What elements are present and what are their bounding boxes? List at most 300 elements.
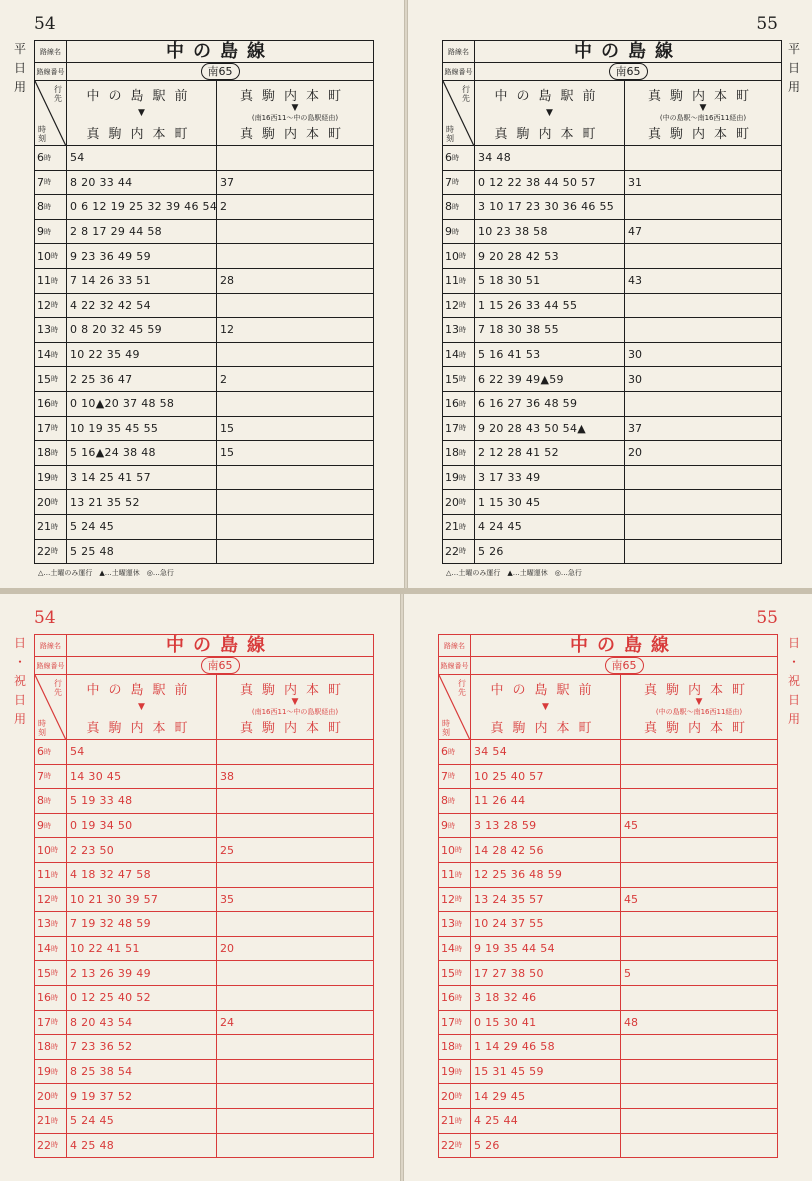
hour-cell bbox=[35, 367, 67, 391]
destination-a: 真駒内本町 bbox=[86, 127, 197, 142]
hour-suffix: 時 bbox=[44, 153, 51, 162]
hour-value: 20 bbox=[37, 1089, 51, 1103]
minutes-a: 5 16 41 53 bbox=[475, 343, 625, 367]
minutes-b: 5 bbox=[624, 966, 631, 980]
hour-suffix: 時 bbox=[51, 870, 58, 879]
hour-row bbox=[35, 146, 373, 171]
route-name: 中の島線 bbox=[166, 41, 274, 62]
hour-value: 22 bbox=[37, 544, 51, 558]
hour-value: 6 bbox=[441, 745, 448, 759]
minutes-a: 8 20 33 44 bbox=[67, 171, 217, 195]
route-number-cell bbox=[67, 63, 373, 80]
direction-row bbox=[35, 675, 373, 740]
minutes-b bbox=[621, 1109, 777, 1133]
minutes-b: 38 bbox=[220, 769, 234, 783]
route-number-row bbox=[35, 63, 373, 81]
timetable-header bbox=[443, 41, 781, 146]
direction-col-a bbox=[475, 81, 625, 146]
minutes-b bbox=[625, 294, 781, 318]
hour-row bbox=[439, 1060, 777, 1085]
timetable-header bbox=[35, 41, 373, 146]
hour-value: 13 bbox=[445, 323, 459, 337]
minutes-a: 34 54 bbox=[471, 740, 621, 764]
minutes-a: 2 23 50 bbox=[67, 838, 217, 862]
minutes-a: 3 17 33 49 bbox=[475, 466, 625, 490]
down-arrow-icon: ▼ bbox=[138, 108, 145, 118]
hour-row bbox=[439, 1134, 777, 1158]
minutes-a: 6 22 39 49▲59 bbox=[475, 367, 625, 391]
route-row bbox=[35, 41, 373, 63]
hour-cell bbox=[35, 490, 67, 514]
route-name-label: 路線名 bbox=[35, 635, 67, 656]
minutes-b bbox=[217, 986, 373, 1010]
hour-row bbox=[35, 912, 373, 937]
minutes-a: 5 26 bbox=[475, 540, 625, 564]
hour-suffix: 時 bbox=[452, 178, 459, 187]
hour-row bbox=[35, 888, 373, 913]
minutes-a: 9 20 28 42 53 bbox=[475, 244, 625, 268]
minutes-a: 8 25 38 54 bbox=[67, 1060, 217, 1084]
holiday-right-page bbox=[404, 594, 812, 1181]
minutes-b bbox=[621, 838, 777, 862]
direction-col-b bbox=[217, 675, 373, 740]
hour-cell bbox=[35, 195, 67, 219]
minutes-b bbox=[625, 466, 781, 490]
minutes-a: 6 16 27 36 48 59 bbox=[475, 392, 625, 416]
minutes-b: 45 bbox=[624, 819, 638, 833]
destination-label: 行先 bbox=[462, 85, 470, 103]
hour-suffix: 時 bbox=[44, 178, 51, 187]
holiday-left-page bbox=[0, 594, 400, 1181]
hour-suffix: 時 bbox=[51, 846, 58, 855]
hour-cell bbox=[35, 1011, 67, 1035]
time-label: 時刻 bbox=[38, 719, 46, 737]
hour-suffix: 時 bbox=[51, 944, 58, 953]
minutes-a: 4 22 32 42 54 bbox=[67, 294, 217, 318]
hour-row bbox=[35, 515, 373, 540]
hour-suffix: 時 bbox=[51, 1067, 58, 1076]
minutes-b: 2 bbox=[220, 200, 227, 214]
hour-value: 7 bbox=[441, 769, 448, 783]
minutes-a: 0 15 30 41 bbox=[471, 1011, 621, 1035]
origin-a: 中の島駅前 bbox=[490, 683, 601, 698]
minutes-b bbox=[625, 146, 781, 170]
minutes-b bbox=[625, 392, 781, 416]
minutes-b: 25 bbox=[220, 843, 234, 857]
hour-value: 13 bbox=[37, 917, 51, 931]
hour-cell bbox=[35, 1084, 67, 1108]
hour-value: 18 bbox=[37, 446, 51, 460]
hour-cell bbox=[35, 765, 67, 789]
minutes-b bbox=[621, 863, 777, 887]
hour-row bbox=[35, 838, 373, 863]
hour-row bbox=[439, 888, 777, 913]
minutes-b: 47 bbox=[628, 225, 642, 239]
hour-row bbox=[439, 740, 777, 765]
minutes-b bbox=[217, 220, 373, 244]
hour-row bbox=[443, 146, 781, 171]
hour-suffix: 時 bbox=[459, 424, 466, 433]
hour-cell bbox=[35, 392, 67, 416]
hour-cell bbox=[35, 912, 67, 936]
minutes-b bbox=[621, 740, 777, 764]
hour-value: 20 bbox=[37, 495, 51, 509]
minutes-b bbox=[621, 1035, 777, 1059]
hour-row bbox=[443, 540, 781, 564]
hour-row bbox=[35, 195, 373, 220]
day-type-char: 日 bbox=[13, 636, 26, 650]
hour-row bbox=[35, 814, 373, 839]
minutes-b bbox=[217, 1109, 373, 1133]
day-type-char: 日 bbox=[13, 61, 26, 75]
hour-value: 8 bbox=[37, 794, 44, 808]
minutes-b bbox=[217, 1035, 373, 1059]
page-number: 54 bbox=[34, 14, 56, 34]
minutes-a: 4 18 32 47 58 bbox=[67, 863, 217, 887]
hour-suffix: 時 bbox=[51, 276, 58, 285]
hour-row bbox=[443, 515, 781, 540]
hour-value: 14 bbox=[441, 942, 455, 956]
hour-suffix: 時 bbox=[459, 522, 466, 531]
minutes-b bbox=[217, 392, 373, 416]
hour-value: 6 bbox=[37, 151, 44, 165]
minutes-a: 4 25 48 bbox=[67, 1134, 217, 1158]
route-name-label: 路線名 bbox=[35, 41, 67, 62]
minutes-a: 4 24 45 bbox=[475, 515, 625, 539]
day-type-label bbox=[12, 40, 28, 97]
down-arrow-icon: ▼ bbox=[291, 103, 299, 113]
hour-value: 7 bbox=[37, 175, 44, 189]
hour-cell bbox=[35, 814, 67, 838]
minutes-b: 37 bbox=[220, 175, 234, 189]
hour-value: 21 bbox=[445, 520, 459, 534]
minutes-b: 12 bbox=[220, 323, 234, 337]
hour-row bbox=[439, 1109, 777, 1134]
hour-value: 6 bbox=[445, 151, 452, 165]
hour-suffix: 時 bbox=[455, 846, 462, 855]
hour-suffix: 時 bbox=[51, 375, 58, 384]
hour-value: 15 bbox=[445, 372, 459, 386]
minutes-a: 10 24 37 55 bbox=[471, 912, 621, 936]
route-number-label: 路線番号 bbox=[439, 657, 471, 674]
minutes-a: 3 13 28 59 bbox=[471, 814, 621, 838]
hour-cell bbox=[35, 888, 67, 912]
day-type-char: 平 bbox=[13, 42, 26, 56]
hour-value: 12 bbox=[445, 298, 459, 312]
route-number-cell bbox=[475, 63, 781, 80]
hour-row bbox=[35, 740, 373, 765]
minutes-a: 2 12 28 41 52 bbox=[475, 441, 625, 465]
hour-value: 10 bbox=[37, 843, 51, 857]
route-number-label: 路線番号 bbox=[35, 657, 67, 674]
minutes-b: 15 bbox=[220, 421, 234, 435]
hour-suffix: 時 bbox=[51, 1116, 58, 1125]
hour-cell bbox=[443, 540, 475, 564]
hour-cell bbox=[439, 912, 471, 936]
route-name: 中の島線 bbox=[570, 635, 678, 656]
timetable-body bbox=[35, 740, 373, 1157]
timetable bbox=[438, 634, 778, 1158]
hour-suffix: 時 bbox=[459, 350, 466, 359]
hour-cell bbox=[35, 1109, 67, 1133]
hour-cell bbox=[35, 417, 67, 441]
hour-row bbox=[443, 490, 781, 515]
hour-cell bbox=[35, 838, 67, 862]
day-type-label bbox=[786, 40, 802, 97]
origin-a: 中の島駅前 bbox=[86, 89, 197, 104]
legend-note: △…土曜のみ運行 ▲…土曜運休 ◎…急行 bbox=[38, 569, 174, 577]
hour-value: 19 bbox=[441, 1065, 455, 1079]
hour-cell bbox=[439, 1134, 471, 1158]
minutes-a: 5 16▲24 38 48 bbox=[67, 441, 217, 465]
hour-value: 10 bbox=[37, 249, 51, 263]
hour-value: 17 bbox=[37, 421, 51, 435]
minutes-b bbox=[217, 244, 373, 268]
hour-cell bbox=[35, 863, 67, 887]
minutes-a: 2 13 26 39 49 bbox=[67, 961, 217, 985]
hour-row bbox=[439, 912, 777, 937]
hour-suffix: 時 bbox=[51, 498, 58, 507]
hour-suffix: 時 bbox=[51, 350, 58, 359]
hour-value: 16 bbox=[37, 397, 51, 411]
destination-b: 真駒内本町 bbox=[239, 721, 350, 736]
hour-cell bbox=[439, 1084, 471, 1108]
minutes-b: 20 bbox=[628, 446, 642, 460]
direction-row bbox=[439, 675, 777, 740]
route-name: 中の島線 bbox=[574, 41, 682, 62]
hour-cell bbox=[35, 466, 67, 490]
down-arrow-icon: ▼ bbox=[699, 103, 707, 113]
minutes-a: 10 22 35 49 bbox=[67, 343, 217, 367]
minutes-b: 20 bbox=[220, 942, 234, 956]
destination-label: 行先 bbox=[54, 679, 62, 697]
down-arrow-icon: ▼ bbox=[695, 697, 703, 707]
hour-cell bbox=[35, 789, 67, 813]
minutes-a: 13 21 35 52 bbox=[67, 490, 217, 514]
weekday-right-page bbox=[408, 0, 812, 588]
hour-suffix: 時 bbox=[459, 498, 466, 507]
direction-col-a bbox=[67, 81, 217, 146]
hour-cell bbox=[443, 367, 475, 391]
timetable-header bbox=[35, 635, 373, 740]
hour-value: 12 bbox=[37, 298, 51, 312]
day-type-char: 用 bbox=[13, 80, 26, 94]
hour-suffix: 時 bbox=[459, 325, 466, 334]
day-type-char: 用 bbox=[787, 80, 800, 94]
timetable-body bbox=[35, 146, 373, 563]
hour-value: 17 bbox=[445, 421, 459, 435]
minutes-b bbox=[621, 789, 777, 813]
hour-suffix: 時 bbox=[459, 473, 466, 482]
timetable bbox=[34, 634, 374, 1158]
minutes-b: 30 bbox=[628, 348, 642, 362]
hour-row bbox=[35, 961, 373, 986]
day-type-char: 平 bbox=[787, 42, 800, 56]
minutes-b: 48 bbox=[624, 1015, 638, 1029]
hour-cell bbox=[439, 1109, 471, 1133]
hour-row bbox=[439, 863, 777, 888]
hour-suffix: 時 bbox=[455, 1018, 462, 1027]
direction-label bbox=[35, 675, 67, 740]
minutes-a: 7 19 32 48 59 bbox=[67, 912, 217, 936]
minutes-a: 7 14 26 33 51 bbox=[67, 269, 217, 293]
minutes-a: 54 bbox=[67, 146, 217, 170]
down-arrow-icon: ▼ bbox=[138, 702, 145, 712]
hour-value: 9 bbox=[441, 819, 448, 833]
hour-row bbox=[443, 466, 781, 491]
hour-cell bbox=[35, 220, 67, 244]
hour-suffix: 時 bbox=[51, 919, 58, 928]
minutes-b bbox=[625, 515, 781, 539]
hour-cell bbox=[443, 146, 475, 170]
via-note: (南16西11〜中の島駅経由) bbox=[251, 114, 339, 122]
hour-row bbox=[35, 269, 373, 294]
route-row bbox=[439, 635, 777, 657]
hour-suffix: 時 bbox=[455, 895, 462, 904]
minutes-b bbox=[621, 1060, 777, 1084]
hour-suffix: 時 bbox=[44, 772, 51, 781]
minutes-b bbox=[217, 740, 373, 764]
hour-suffix: 時 bbox=[459, 399, 466, 408]
hour-cell bbox=[439, 838, 471, 862]
hour-cell bbox=[443, 466, 475, 490]
hour-cell bbox=[35, 1035, 67, 1059]
hour-suffix: 時 bbox=[452, 227, 459, 236]
day-type-char: 日 bbox=[787, 636, 800, 650]
hour-row bbox=[439, 814, 777, 839]
hour-suffix: 時 bbox=[455, 969, 462, 978]
direction-col-b bbox=[625, 81, 781, 146]
hour-value: 13 bbox=[37, 323, 51, 337]
minutes-a: 3 18 32 46 bbox=[471, 986, 621, 1010]
destination-a: 真駒内本町 bbox=[490, 721, 601, 736]
hour-cell bbox=[443, 441, 475, 465]
hour-value: 22 bbox=[445, 544, 459, 558]
origin-b: 真駒内本町 bbox=[239, 89, 350, 104]
route-number-cell bbox=[67, 657, 373, 674]
hour-cell bbox=[443, 220, 475, 244]
weekday-left-page bbox=[0, 0, 404, 588]
hour-cell bbox=[35, 318, 67, 342]
day-type-char: 用 bbox=[787, 712, 800, 726]
minutes-b: 31 bbox=[628, 175, 642, 189]
route-number-row bbox=[439, 657, 777, 675]
hour-value: 21 bbox=[37, 520, 51, 534]
hour-row bbox=[35, 367, 373, 392]
hour-cell bbox=[439, 863, 471, 887]
day-type-char: 用 bbox=[13, 712, 26, 726]
direction-row bbox=[35, 81, 373, 146]
hour-row bbox=[35, 1084, 373, 1109]
minutes-b: 43 bbox=[628, 274, 642, 288]
hour-suffix: 時 bbox=[51, 325, 58, 334]
hour-row bbox=[439, 961, 777, 986]
minutes-a: 10 25 40 57 bbox=[471, 765, 621, 789]
hour-suffix: 時 bbox=[452, 202, 459, 211]
hour-row bbox=[443, 318, 781, 343]
minutes-b: 37 bbox=[628, 421, 642, 435]
minutes-b bbox=[621, 765, 777, 789]
hour-row bbox=[35, 1035, 373, 1060]
minutes-b bbox=[625, 195, 781, 219]
hour-row bbox=[443, 392, 781, 417]
minutes-a: 13 24 35 57 bbox=[471, 888, 621, 912]
day-type-char: ・ bbox=[787, 655, 800, 669]
hour-value: 21 bbox=[441, 1114, 455, 1128]
hour-value: 8 bbox=[441, 794, 448, 808]
minutes-b bbox=[217, 146, 373, 170]
hour-row bbox=[443, 269, 781, 294]
hour-value: 15 bbox=[37, 966, 51, 980]
hour-cell bbox=[35, 269, 67, 293]
minutes-b bbox=[625, 244, 781, 268]
minutes-a: 12 25 36 48 59 bbox=[471, 863, 621, 887]
hour-row bbox=[35, 490, 373, 515]
minutes-b bbox=[217, 863, 373, 887]
hour-cell bbox=[35, 1060, 67, 1084]
minutes-b bbox=[621, 937, 777, 961]
hour-value: 11 bbox=[37, 868, 51, 882]
minutes-a: 7 18 30 38 55 bbox=[475, 318, 625, 342]
minutes-a: 7 23 36 52 bbox=[67, 1035, 217, 1059]
hour-suffix: 時 bbox=[455, 870, 462, 879]
direction-label bbox=[443, 81, 475, 146]
hour-value: 11 bbox=[445, 274, 459, 288]
origin-a: 中の島駅前 bbox=[494, 89, 605, 104]
minutes-a: 4 25 44 bbox=[471, 1109, 621, 1133]
hour-row bbox=[35, 765, 373, 790]
hour-suffix: 時 bbox=[448, 747, 455, 756]
minutes-a: 5 25 48 bbox=[67, 540, 217, 564]
time-label: 時刻 bbox=[446, 125, 454, 143]
via-note: (南16西11〜中の島駅経由) bbox=[251, 708, 339, 716]
minutes-a: 5 19 33 48 bbox=[67, 789, 217, 813]
hour-cell bbox=[439, 937, 471, 961]
hour-suffix: 時 bbox=[455, 919, 462, 928]
hour-suffix: 時 bbox=[448, 796, 455, 805]
hour-cell bbox=[439, 814, 471, 838]
time-label: 時刻 bbox=[442, 719, 450, 737]
minutes-b bbox=[217, 1084, 373, 1108]
hour-suffix: 時 bbox=[51, 1018, 58, 1027]
down-arrow-icon: ▼ bbox=[542, 702, 549, 712]
direction-label bbox=[439, 675, 471, 740]
hour-suffix: 時 bbox=[44, 202, 51, 211]
hour-cell bbox=[35, 740, 67, 764]
hour-row bbox=[35, 171, 373, 196]
hour-value: 22 bbox=[37, 1138, 51, 1152]
hour-suffix: 時 bbox=[51, 1092, 58, 1101]
hour-cell bbox=[443, 269, 475, 293]
hour-value: 8 bbox=[37, 200, 44, 214]
minutes-a: 17 27 38 50 bbox=[471, 961, 621, 985]
hour-suffix: 時 bbox=[459, 375, 466, 384]
minutes-a: 10 23 38 58 bbox=[475, 220, 625, 244]
route-name-label: 路線名 bbox=[439, 635, 471, 656]
hour-cell bbox=[443, 244, 475, 268]
route-row bbox=[35, 635, 373, 657]
hour-value: 21 bbox=[37, 1114, 51, 1128]
minutes-b: 24 bbox=[220, 1015, 234, 1029]
minutes-b bbox=[217, 1134, 373, 1158]
hour-value: 16 bbox=[37, 991, 51, 1005]
hour-suffix: 時 bbox=[459, 301, 466, 310]
hour-suffix: 時 bbox=[448, 821, 455, 830]
hour-row bbox=[439, 789, 777, 814]
timetable-body bbox=[443, 146, 781, 563]
direction-col-a bbox=[471, 675, 621, 740]
minutes-a: 1 15 30 45 bbox=[475, 490, 625, 514]
